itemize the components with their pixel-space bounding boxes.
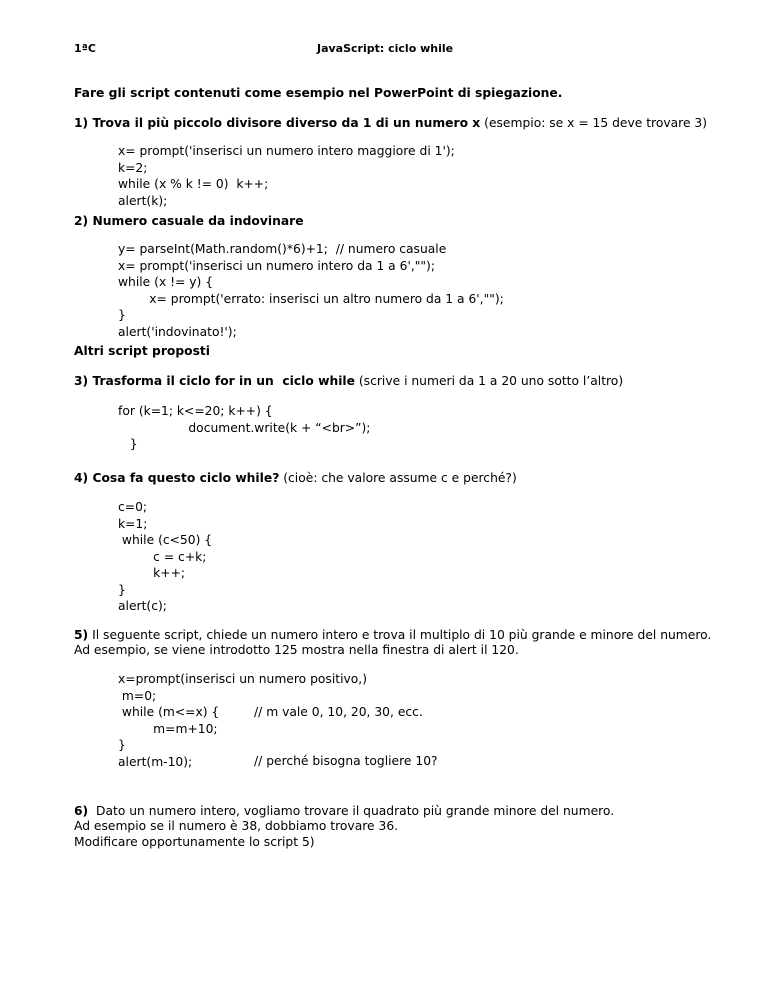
intro-text: Fare gli script contenuti come esempio nel PowerPoint di spiegazione.: [74, 86, 563, 100]
code-line: c = c+k;: [118, 549, 207, 564]
exercise-5-text: 5) Il seguente script, chiede un numero intero e trova il multiplo di 10 più grande e minore del numero.: [74, 628, 712, 642]
code-line: m=m+10;: [118, 721, 218, 736]
exercise-1-heading: [74, 115, 707, 131]
code-line: while (x % k != 0) k++;: [118, 177, 269, 191]
exercise-3-note: (scrive i numeri da 1 a 20 uno sotto l’altro): [354, 374, 624, 388]
code-line: y= parseInt(Math.random()*6)+1; // numero casuale: [118, 242, 447, 256]
code-line: for (k=1; k<=20; k++) {: [118, 404, 273, 418]
exercise-5-comment-2: // perché bisogna togliere 10?: [254, 754, 438, 768]
others-heading: Altri script proposti: [74, 344, 210, 358]
exercise-1-note: (esempio: se x = 15 deve trovare 3): [480, 116, 708, 130]
exercise-3-code: [118, 403, 370, 453]
exercise-4-note: (cioè: che valore assume c e perché?): [279, 471, 517, 485]
exercise-6-example: Ad esempio se il numero è 38, dobbiamo trovare 36.: [74, 819, 399, 833]
code-line: alert(k);: [118, 193, 168, 208]
document-title: JavaScript: ciclo while: [317, 42, 454, 55]
exercise-4-heading: [74, 470, 517, 486]
code-line: while (m<=x) {: [118, 705, 220, 719]
code-line: alert(m-10);: [118, 754, 193, 769]
exercise-5-comment-1: // m vale 0, 10, 20, 30, ecc.: [254, 705, 423, 719]
code-line: k++;: [118, 566, 186, 580]
code-line: document.write(k + “<br>”);: [118, 420, 371, 435]
exercise-1-code: [118, 143, 455, 209]
exercise-3-heading: [74, 373, 623, 389]
exercise-6-text: 6) Dato un numero intero, vogliamo trovare il quadrato più grande minore del numero.: [74, 804, 615, 818]
exercise-3-title: 3) Trasforma il ciclo for in un ciclo while: [74, 374, 355, 388]
code-line: x= prompt('inserisci un numero intero maggiore di 1');: [118, 144, 455, 158]
exercise-2-title: 2) Numero casuale da indovinare: [74, 214, 304, 228]
exercise-5-number: 5): [74, 628, 89, 642]
exercise-2-heading: [74, 213, 304, 229]
code-line: x=prompt(inserisci un numero positivo,): [118, 672, 367, 686]
code-line: x= prompt('inserisci un numero intero da 1 a 6',"");: [118, 258, 435, 273]
code-line: x= prompt('errato: inserisci un altro numero da 1 a 6',"");: [118, 291, 504, 306]
code-line: c=0;: [118, 500, 148, 514]
exercise-4-title: 4) Cosa fa questo ciclo while?: [74, 471, 280, 485]
code-line: }: [118, 582, 126, 597]
code-line: k=1;: [118, 516, 148, 531]
exercise-5-example: Ad esempio, se viene introdotto 125 mostra nella finestra di alert il 120.: [74, 643, 519, 657]
code-line: while (c<50) {: [118, 533, 213, 547]
code-line: }: [118, 308, 126, 322]
code-line: k=2;: [118, 160, 148, 175]
code-line: alert('indovinato!');: [118, 324, 237, 339]
exercise-4-code: [118, 499, 212, 615]
exercise-2-code: [118, 241, 504, 340]
exercise-1-title: 1) Trova il più piccolo divisore diverso da 1 di un numero x: [74, 116, 481, 130]
code-line: alert(c);: [118, 599, 167, 613]
exercise-6-instruction: Modificare opportunamente lo script 5): [74, 835, 315, 849]
code-line: }: [118, 437, 138, 451]
code-line: }: [118, 738, 126, 752]
class-label: 1ªC: [74, 42, 96, 55]
code-line: m=0;: [118, 688, 157, 703]
exercise-6-number: 6): [74, 804, 89, 818]
code-line: while (x != y) {: [118, 275, 214, 289]
